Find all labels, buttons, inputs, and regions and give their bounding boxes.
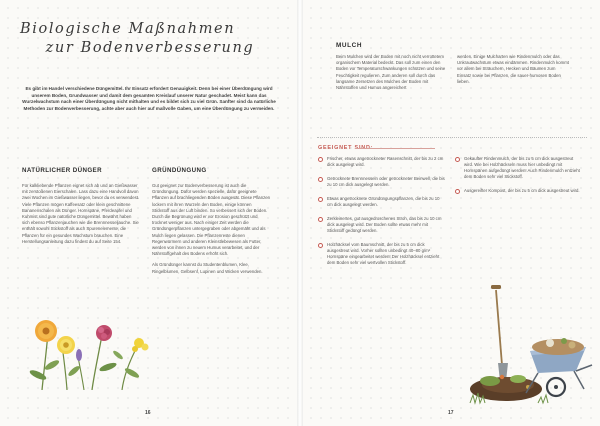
suitable-list-left xyxy=(318,156,446,274)
bullet-circle-icon xyxy=(455,189,460,194)
mulch-text-right: werden. Einige Mulcharten wie Rindenmulch oder das Unkrautwachstum etwas eindämmen. Rindenmulch kommt vor allem bei Sträuchern, Hecken und Bäumen zum Einsatz sowie bei Pflanzen, die sauer-humosen Boden lieben. xyxy=(457,54,570,84)
natural-fertilizer-text: Für kalkliebende Pflanzen eignet sich ab und an Gießwasser mit zerstoßenen Eierschalen. Lass dazu eine Handvoll davon zwei Wochen im Gießwasser liegen, bevor du es verwendest. Viele Pflanzen mögen Kaffeesatz oder klein geschnittene Bananenschalen als Dünger. Hornspäne, Pferdeapfel und Kuhmist sind gute natürliche Düngemittel. Bewährt haben sich ebenso Pflanzenjauchen wie die Brennnesseljauche. Sie enthält sowohl Stickstoff als auch Spurenelemente, die Pflanzen für ein gesundes Wachstum brauchen. Eine Herstellungsanleitung dazu findest du auf Seite 154. xyxy=(22,183,140,244)
list-item: Etwas angetrocknete Gründüngungspflanzen, die bis zu 10 cm dick ausgelegt werden. xyxy=(318,196,446,208)
bullet-circle-icon xyxy=(318,197,323,202)
mulch-heading: MULCH xyxy=(336,42,363,49)
page-number-left: 16 xyxy=(145,410,151,416)
flower-illustration xyxy=(22,305,162,390)
list-item: Gekaufter Rindenmulch, der bis zu 5 cm dick ausgestreut wird. Wie bei Holzhäckseln muss hier unbedingt mit Hornspänen aufgedüngt werden! Auch Rindenmulch entzieht dem Boden sehr viel Stickstoff. xyxy=(455,156,583,180)
page-number-right: 17 xyxy=(448,410,454,416)
suitable-underline xyxy=(355,148,435,149)
right-page xyxy=(303,0,600,426)
intro-paragraph: Es gibt im Handel verschiedene Düngemittel. Ihr Einsatz erfordert Genauigkeit. Denn bei einer Überdüngung wird unserem Boden, Grundwasser und damit dem gesamten Kreislauf unserer Natur geschadet. Meist kann das Wurzelwachstum nach einer Überdüngung nicht mithalten und es bildet sich zu viel Grün. Sanfter sind da natürliche Methoden zur Bodenverbesserung, achte aber auch hier auf maßvolle Gaben, um eine Überdüngung zu vermeiden. xyxy=(22,86,276,111)
mulch-text-left: Beim Mulchen wird der Boden mit noch nicht verrottetem organischem Material bedeckt. Das soll zum einen den Boden vor Temperaturschwankungen schützen und seine Feuchtigkeit regulieren. Zum anderen soll durch das langsame Zersetzen des Mulches der Boden mit Nährstoffen und Humus angereichert xyxy=(336,54,446,91)
list-item: Holzhäcksel vom Baumschnitt, der bis zu 5 cm dick ausgestreut wird. Vorher sollten unbedingt 40–80 g/m² Hornspäne eingearbeitet werden! Der Holzhäcksel entzieht dem Boden sehr viel wertvollen Stickstoff. xyxy=(318,242,446,266)
list-item: Getrocknete Brennnesseln oder getrockneter Beinwell, die bis zu 10 cm dick ausgelegt werden. xyxy=(318,176,446,188)
suitable-list-right xyxy=(455,156,583,202)
title-line-2: zur Bodenverbesserung xyxy=(45,40,255,56)
green-manure-paragraph-2: Als Gründünger kannst du Studentenblumen, Klee, Ringelblumen, Gelbsenf, Lupinen und Wicken verwenden. xyxy=(152,262,263,274)
bullet-circle-icon xyxy=(455,157,460,162)
left-page xyxy=(0,0,297,426)
bullet-circle-icon xyxy=(318,243,323,248)
green-manure-heading: GRÜNDÜNGUNG xyxy=(152,167,207,174)
natural-fertilizer-heading: NATÜRLICHER DÜNGER xyxy=(22,167,102,174)
green-manure-paragraph-1: Gut geeignet zur Bodenverbesserung ist auch die Gründüngung. Dafür werden spezielle, dafür geeignete Pflanzen auf brachliegenden Böden ausgesät. Diese Pflanzen lockern mit ihren Wurzeln den Boden, einige können Stickstoff aus der Luft binden. So verbessert sich der Boden. Durch die Begrünung wird er vor Erosion geschützt und trocknet weniger aus. Nach einiger Zeit werden die Gründüngerpflanzen untergegraben oder abgemäht und als Mulch liegen gelassen. Die Pflanzenreste dienen Regenwürmern und anderen Kleinstlebewesen als Futter, werden von ihnen zu neuem Humus verarbeitet, und der Nährstoffgehalt des Bodens erhöht sich. xyxy=(152,183,271,257)
suitable-heading: GEEIGNET SIND: xyxy=(318,145,374,151)
page-title xyxy=(20,20,280,58)
list-item: Zerkleinertes, gut ausgedroschenes Stroh, das bis zu 10 cm dick ausgelegt wird. Der Boden sollte etwas mehr mit Stickstoff gedüngt werden. xyxy=(318,216,446,234)
section-divider xyxy=(317,137,587,138)
bullet-circle-icon xyxy=(318,217,323,222)
bullet-circle-icon xyxy=(318,157,323,162)
list-item: Ausgereifter Kompost, der bis zu 5 cm dick ausgestreut wird. xyxy=(455,188,583,194)
bullet-circle-icon xyxy=(318,177,323,182)
list-item: Frischer, etwas angetrockneter Rasenschnitt, der bis zu 2 cm dick ausgelegt wird. xyxy=(318,156,446,168)
title-line-1: Biologische Maßnahmen xyxy=(20,21,236,37)
garden-wheelbarrow-illustration xyxy=(468,285,593,405)
green-manure-text xyxy=(152,183,270,280)
